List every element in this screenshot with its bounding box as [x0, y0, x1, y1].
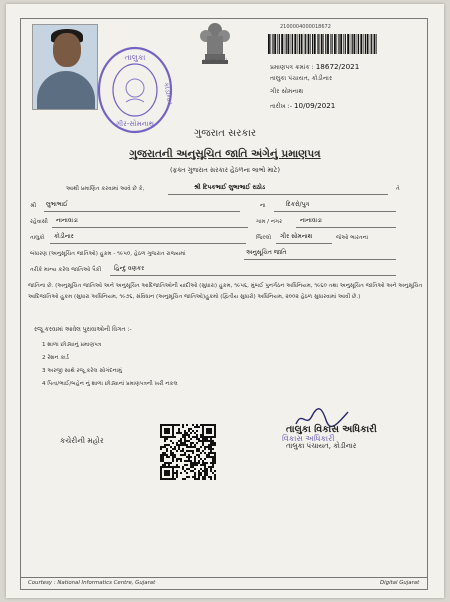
barcode-number: 2100004000018672: [280, 24, 331, 30]
footer-courtesy: Courtesy : National Informatics Centre, Gujarat: [28, 580, 156, 586]
office-seal-stamp: [96, 44, 174, 136]
shri-label: શ્રી: [30, 203, 37, 209]
seal-text-bottom: ગીર-સોમનાથ: [116, 120, 154, 128]
taluka-label: તાલુકો: [30, 235, 45, 241]
gaam-label: ગામ / નગર: [256, 219, 282, 225]
gaam-value: નાનાવાડા: [300, 217, 322, 224]
government-title: ગુજરાત સરકાર: [193, 128, 257, 139]
issue-date-row: [270, 101, 335, 111]
certificate-number-label: પ્રમાણપત્ર ક્રમાંક :: [270, 64, 314, 71]
legal-paragraph: જાતિના છે. (અનુસૂચિત જાતિઓ અને અનુસૂચિત આદિજાતિઓની યાદીઓ (સુધારા) હુકમ, ૧૯૫૬, મુંબઈ પુનર્ગઠન અધિનિયમ, ૧૯૬૦ તથા અનુસૂચિત જાતિઓ અને અનુસૂચિત આદિજાતિઓ હુકમ (સુધારા અધિનિયમ, ૧૯૭૬, સંવિધાન (અનુસૂચિત જાતિઓ)હુકમો (દ્વિતીય સુધારો) અધિનિયમ, ૨૦૦૨ હેઠળ સુધારવામાં આવી છે.): [28, 283, 423, 300]
order-text: બંધારણ (અનુસૂચિત જાતિઓ) હુકમ - ૧૯૫૦, હેઠળ ગુજરાત રાજ્યમાં: [30, 251, 186, 257]
caste-type: અનુસૂચિત જાતિ: [246, 249, 287, 256]
barcode: [268, 34, 378, 54]
officer-stamp-overlay: વિકાસ અધિકારી: [282, 434, 335, 443]
resident-label: રહેવાસી: [30, 219, 48, 225]
jillo-label: જિલ્લો: [256, 235, 272, 241]
evidence-item-2: 2 રેશન કાર્ડ: [42, 355, 69, 361]
father-name: લુભાભાઈ: [46, 201, 68, 208]
te-text: તે: [396, 186, 400, 192]
taluka-value: કોડીનાર: [54, 233, 74, 240]
applicant-photo: [32, 24, 98, 110]
evidence-heading: રજૂ કરવામાં આવેલ પુરાવાઓની વિગત :-: [34, 326, 132, 333]
evidence-item-3: 3 અરજી સાથે રજૂ કરેલ સોગંદનામું: [42, 368, 122, 374]
office-line-2: ગીર સોમનાથ: [270, 88, 304, 95]
officer-designation: તાલુકા વિકાસ અધિકારી: [286, 424, 377, 435]
certificate-title: ગુજરાતની અનુસૂચિત જાતિ અંગેનું પ્રમાણપત્ર: [129, 148, 321, 160]
relation: દિકરો/પુત્ર: [286, 201, 310, 208]
evidence-item-4: 4 પિતા/ભાઈ/બહેન નું શાળા છોડ્યાનાં પ્રમાણપત્રની ખરી નકલ: [42, 381, 178, 387]
footer-digital-gujarat: Digital Gujarat: [380, 580, 420, 586]
resident-village: નાનાવાડા: [56, 217, 78, 224]
issue-date-label: તારીખ :-: [270, 103, 292, 110]
intro-text: આથી પ્રમાણિત કરવામાં આવે છે કે,: [66, 186, 145, 192]
evidence-item-1: 1 શાળા છોડ્યાનું પ્રમાણપત્ર: [42, 342, 102, 348]
office-line-1: તાલુકા પંચાયત, કોડીનાર: [270, 75, 333, 82]
verification-qr-code: [160, 424, 216, 480]
jillo-suffix: જેઓ ભારતના: [336, 235, 369, 241]
caste-name: હિન્દુ વણકર: [114, 265, 145, 272]
recognized-label: તરીકે માન્ય કરેલ જાતિઓ પૈકી: [30, 267, 102, 273]
office-stamp-label: કચેરીની મહોર: [60, 436, 104, 445]
emblem-caption: સત્યમેવ જયતે: [202, 58, 228, 63]
certificate-number-row: [270, 62, 359, 72]
jillo-value: ગીર સોમનાથ: [280, 233, 313, 240]
certificate-number: 18672/2021: [315, 62, 360, 71]
applicant-name: શ્રી દિપકભાઈ લુભાભાઈ રાઠોડ: [194, 184, 266, 191]
na-label: ના: [260, 203, 266, 209]
certificate-note: (ફક્ત ગુજરાત સરકાર હેઠળના લાભો માટે): [170, 166, 280, 174]
officer-office: તાલુકા પંચાયત, કોડીનાર: [286, 442, 357, 450]
issue-date: 10/09/2021: [293, 101, 336, 110]
seal-text-mid: કોડીનાર: [162, 81, 174, 106]
seal-text-top: તાલુકા: [124, 53, 146, 62]
